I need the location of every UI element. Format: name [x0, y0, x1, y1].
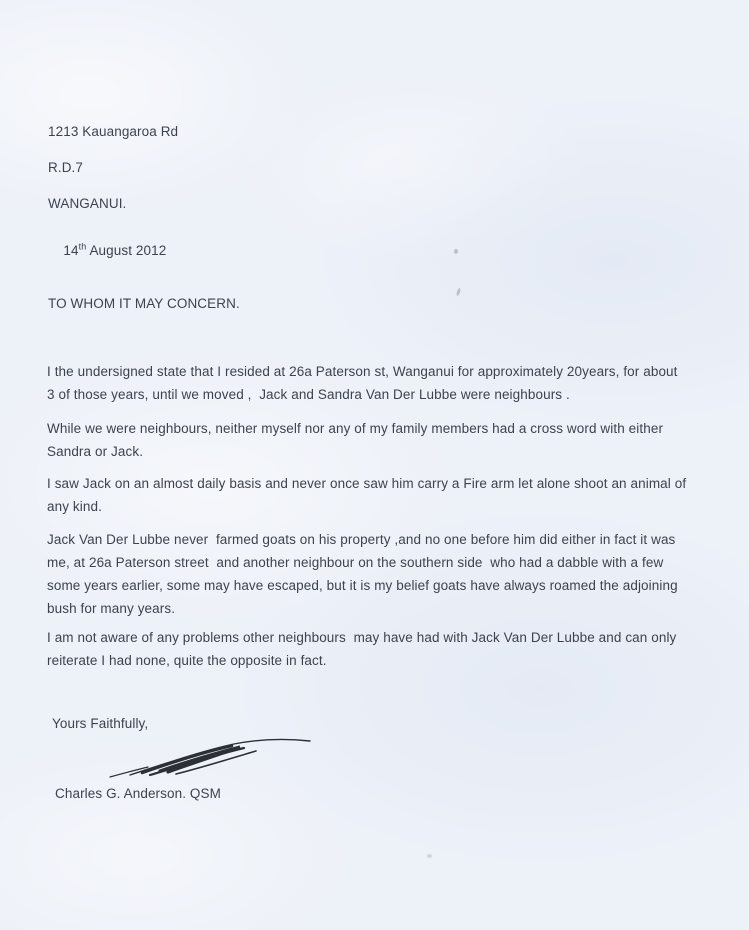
handwritten-signature-icon: [106, 731, 316, 783]
signatory-name: Charles G. Anderson. QSM: [55, 786, 221, 801]
date-month-year: August 2012: [86, 243, 167, 258]
date-day: 14: [63, 243, 79, 258]
date-ordinal: th: [78, 241, 87, 252]
body-paragraph-5: I am not aware of any problems other neighbours may have had with Jack Van Der Lubbe and can only reiterate I had none, quite the opposite in fact.: [47, 630, 681, 668]
salutation: TO WHOM IT MAY CONCERN.: [48, 296, 240, 311]
scan-speck: [456, 288, 461, 297]
body-paragraph-2: While we were neighbours, neither myself nor any of my family members had a cross word with either Sandra or Jack.: [47, 421, 667, 459]
scan-speck: [427, 854, 432, 858]
closing-valediction: Yours Faithfully,: [52, 716, 149, 731]
sender-address-line-1: 1213 Kauangaroa Rd: [48, 124, 179, 139]
body-paragraph-4: Jack Van Der Lubbe never farmed goats on his property ,and no one before him did either in fact it was me, at 26a Paterson street and another neighbour on the southern side who had a dabble with a few some years earlier, some may have escaped, but it is my belief goats have always roamed the adjoining bush for many years.: [47, 532, 682, 616]
sender-address-line-3: WANGANUI.: [48, 196, 127, 211]
body-paragraph-1: I the undersigned state that I resided at 26a Paterson st, Wanganui for approximately 20years, for about 3 of those years, until we moved , Jack and Sandra Van Der Lubbe were neighbours .: [47, 364, 682, 402]
scan-speck: [454, 249, 458, 254]
letter-date: [48, 228, 166, 273]
body-paragraph-3: I saw Jack on an almost daily basis and never once saw him carry a Fire arm let alone shoot an animal of any kind.: [47, 476, 691, 514]
sender-address-line-2: R.D.7: [48, 160, 84, 175]
